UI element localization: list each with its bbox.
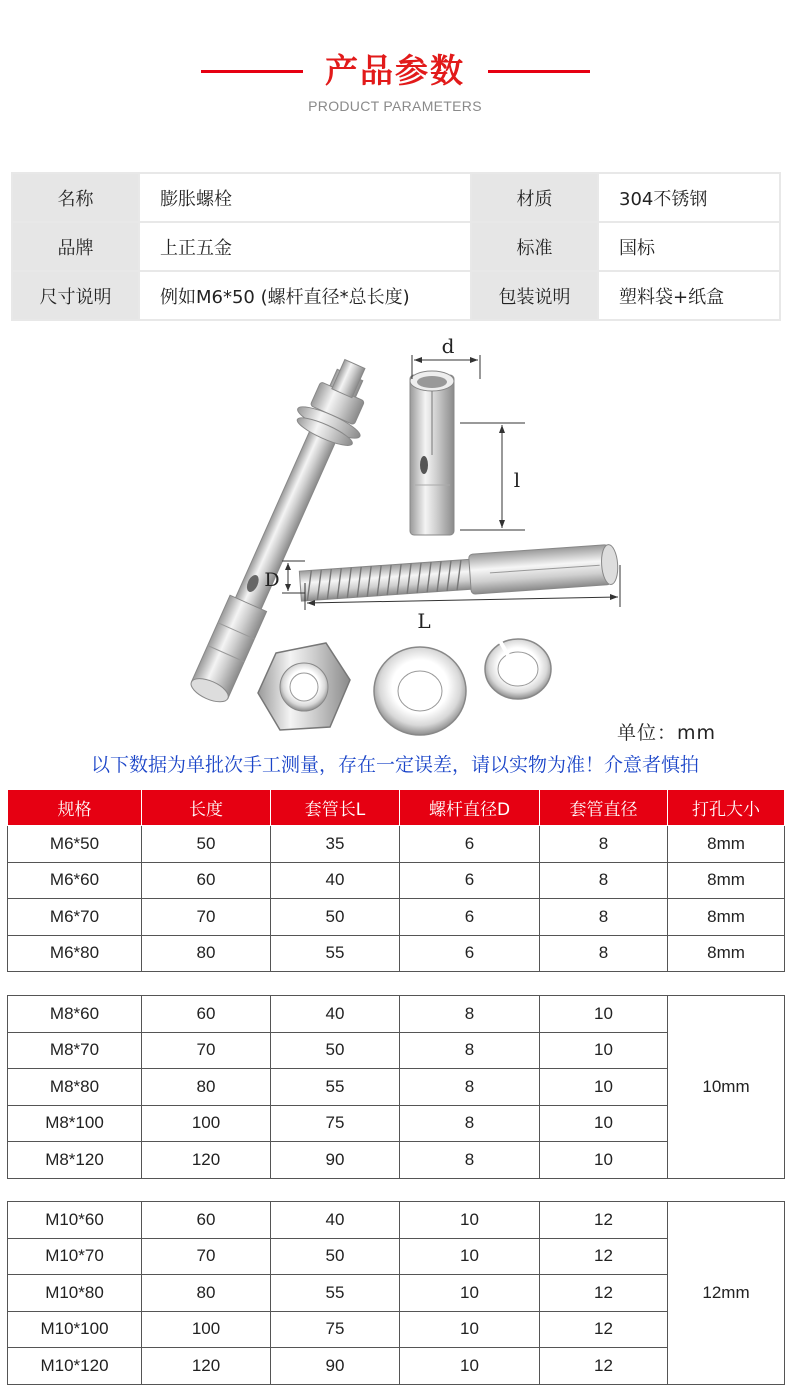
cell: M8*70	[8, 1032, 142, 1069]
spec-table-m6	[7, 789, 785, 972]
params-table	[11, 172, 781, 321]
bolt-diagram	[0, 335, 790, 745]
cell: 10	[400, 1238, 540, 1275]
table-row	[8, 996, 785, 1033]
flat-washer-image	[374, 647, 466, 735]
cell: M6*50	[8, 826, 142, 863]
title-rule-right	[488, 70, 590, 73]
cell: 35	[271, 826, 400, 863]
cell: 10	[540, 1105, 668, 1142]
cell: 60	[142, 862, 271, 899]
cell: M8*100	[8, 1105, 142, 1142]
hole-size-cell: 10mm	[668, 996, 785, 1179]
cell: 8	[540, 862, 668, 899]
cell: 80	[142, 1275, 271, 1312]
param-key: 品牌	[12, 222, 139, 271]
cell: 55	[271, 935, 400, 972]
cell: 6	[400, 899, 540, 936]
cell: M8*80	[8, 1069, 142, 1106]
cell: 90	[271, 1348, 400, 1385]
cell: 6	[400, 826, 540, 863]
cell: 8	[400, 996, 540, 1033]
label-D: D	[264, 569, 280, 591]
param-value: 上正五金	[139, 222, 471, 271]
cell: 50	[271, 899, 400, 936]
cell: 120	[142, 1142, 271, 1179]
params-row	[12, 173, 780, 222]
cell: 40	[271, 996, 400, 1033]
threaded-bolt-image	[299, 544, 619, 606]
cell: 50	[271, 1032, 400, 1069]
cell: 8	[540, 826, 668, 863]
cell: 8	[400, 1142, 540, 1179]
cell: 8mm	[668, 826, 785, 863]
cell: 55	[271, 1275, 400, 1312]
cell: M8*60	[8, 996, 142, 1033]
spring-washer-image	[485, 639, 551, 699]
cell: 40	[271, 862, 400, 899]
param-key: 标准	[471, 222, 598, 271]
cell: M10*70	[8, 1238, 142, 1275]
cell: 10	[400, 1275, 540, 1312]
cell: 75	[271, 1105, 400, 1142]
cell: 10	[540, 1032, 668, 1069]
table-row	[8, 899, 785, 936]
cell: 8	[540, 935, 668, 972]
cell: 120	[142, 1348, 271, 1385]
cell: M10*100	[8, 1311, 142, 1348]
cell: M10*120	[8, 1348, 142, 1385]
table-row	[8, 862, 785, 899]
cell: 6	[400, 935, 540, 972]
spec-table-m10	[7, 1201, 785, 1385]
hole-size-cell: 12mm	[668, 1202, 785, 1385]
cell: 12	[540, 1348, 668, 1385]
table-row	[8, 935, 785, 972]
param-key: 名称	[12, 173, 139, 222]
cell: 75	[271, 1311, 400, 1348]
col-header-hole-size: 打孔大小	[668, 790, 785, 826]
cell: 8	[540, 899, 668, 936]
cell: 100	[142, 1311, 271, 1348]
title-rule-left	[201, 70, 303, 73]
dimension-l	[460, 423, 525, 530]
cell: 12	[540, 1311, 668, 1348]
cell: 50	[142, 826, 271, 863]
col-header-bolt-diameter: 螺杆直径D	[400, 790, 540, 826]
param-value: 塑料袋+纸盒	[598, 271, 780, 320]
cell: 8mm	[668, 935, 785, 972]
cell: 12	[540, 1238, 668, 1275]
cell: 100	[142, 1105, 271, 1142]
hex-nut-image	[258, 643, 350, 730]
param-key: 包装说明	[471, 271, 598, 320]
cell: M10*80	[8, 1275, 142, 1312]
table-row	[8, 1202, 785, 1239]
cell: 90	[271, 1142, 400, 1179]
cell: M6*70	[8, 899, 142, 936]
label-d: d	[441, 335, 455, 358]
cell: 8mm	[668, 862, 785, 899]
cell: M6*60	[8, 862, 142, 899]
param-value: 膨胀螺栓	[139, 173, 471, 222]
cell: 10	[400, 1202, 540, 1239]
label-l: l	[513, 468, 521, 492]
cell: 70	[142, 1238, 271, 1275]
table-row	[8, 826, 785, 863]
cell: 10	[540, 1069, 668, 1106]
cell: 50	[271, 1238, 400, 1275]
param-value: 304不锈钢	[598, 173, 780, 222]
col-header-sleeve-length: 套管长L	[271, 790, 400, 826]
cell: 80	[142, 1069, 271, 1106]
cell: M8*120	[8, 1142, 142, 1179]
unit-label: 单位：mm	[617, 722, 717, 744]
params-row	[12, 271, 780, 320]
page-subtitle: PRODUCT PARAMETERS	[308, 98, 482, 114]
cell: 70	[142, 1032, 271, 1069]
cell: 60	[142, 996, 271, 1033]
param-key: 尺寸说明	[12, 271, 139, 320]
param-key: 材质	[471, 173, 598, 222]
cell: 12	[540, 1275, 668, 1312]
cell: 8	[400, 1105, 540, 1142]
spec-table-m8	[7, 995, 785, 1179]
cell: 10	[400, 1348, 540, 1385]
spec-header-row	[8, 790, 785, 826]
cell: 10	[540, 1142, 668, 1179]
col-header-sleeve-diameter: 套管直径	[540, 790, 668, 826]
cell: 6	[400, 862, 540, 899]
sleeve-image	[410, 371, 454, 535]
cell: 8mm	[668, 899, 785, 936]
cell: 70	[142, 899, 271, 936]
measurement-notice: 以下数据为单批次手工测量，存在一定误差，请以实物为准！介意者慎拍	[90, 754, 699, 776]
cell: 8	[400, 1069, 540, 1106]
cell: 60	[142, 1202, 271, 1239]
cell: M6*80	[8, 935, 142, 972]
cell: 8	[400, 1032, 540, 1069]
page-title: 产品参数	[325, 51, 465, 90]
section-header	[0, 48, 790, 114]
param-value: 国标	[598, 222, 780, 271]
col-header-spec: 规格	[8, 790, 142, 826]
cell: M10*60	[8, 1202, 142, 1239]
param-value: 例如M6*50 (螺杆直径*总长度)	[139, 271, 471, 320]
cell: 12	[540, 1202, 668, 1239]
cell: 55	[271, 1069, 400, 1106]
label-L: L	[417, 609, 431, 633]
cell: 10	[540, 996, 668, 1033]
params-row	[12, 222, 780, 271]
cell: 10	[400, 1311, 540, 1348]
col-header-length: 长度	[142, 790, 271, 826]
cell: 40	[271, 1202, 400, 1239]
cell: 80	[142, 935, 271, 972]
